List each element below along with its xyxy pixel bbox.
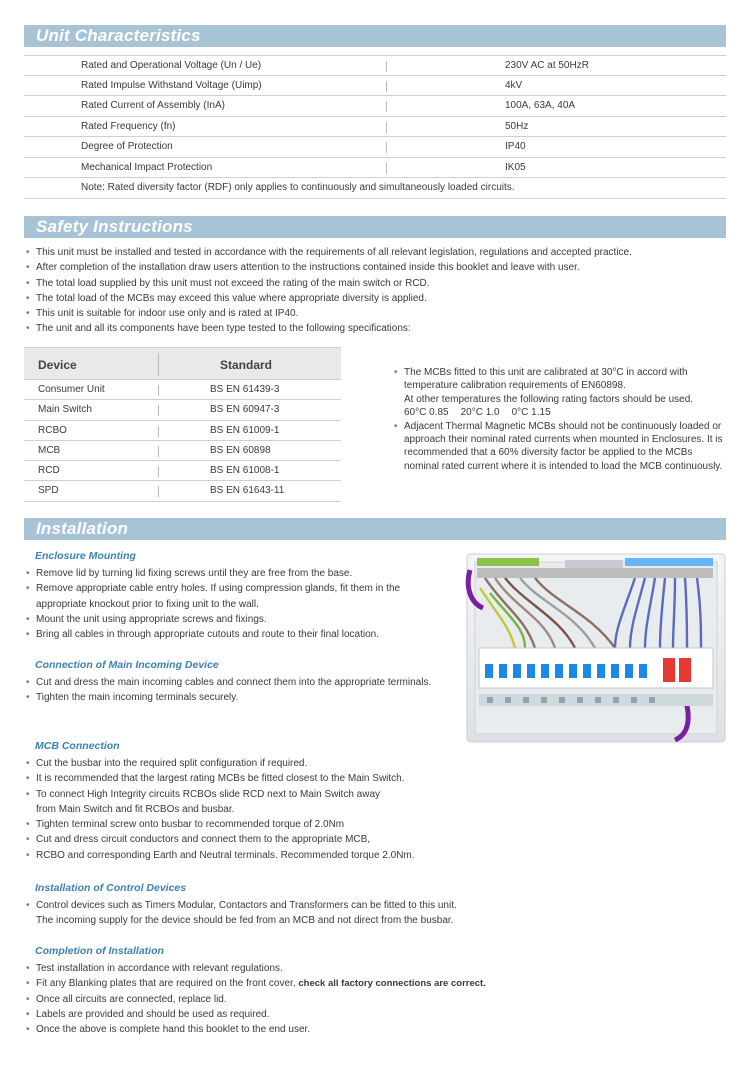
char-label: Rated Impulse Withstand Voltage (Uimp) [81,79,262,91]
device-cell: RCBO [38,424,67,436]
column-divider [158,466,159,477]
list-item: • Bring all cables in through appropriate cutouts and route to their final location. [24,627,444,642]
consumer-unit-illustration [465,548,727,744]
device-cell: RCD [38,465,60,477]
safety-instructions-heading: Safety Instructions [24,216,726,238]
table-row [24,400,341,420]
enclosure-mounting-heading: Enclosure Mounting [35,550,136,562]
char-value: 230V AC at 50HzR [505,60,589,71]
list-item: • To connect High Integrity circuits RCBOs slide RCD next to Main Switch away [24,787,724,802]
completion-list [24,961,724,1037]
table-row [24,76,726,97]
table-row [24,117,726,138]
main-incoming-heading: Connection of Main Incoming Device [35,659,219,671]
list-item: • Mount the unit using appropriate screws and fixings. [24,612,444,627]
blanking-plates-text: Fit any Blanking plates that are required on the front cover, [36,978,296,990]
list-item: • The total load of the MCBs may exceed this value where appropriate diversity is applied. [24,291,730,306]
column-divider [386,163,387,174]
column-divider [158,353,159,376]
list-item: • It is recommended that the largest rating MCBs be fitted closest to the Main Switch. [24,771,724,786]
table-header [24,347,341,380]
rdf-note: Note: Rated diversity factor (RDF) only applies to continuously and simultaneously loaded circuits. [24,178,726,199]
installation-heading: Installation [24,518,726,540]
standard-cell: BS EN 60947-3 [210,404,280,416]
list-item: • This unit is suitable for indoor use only and is rated at IP40. [24,306,730,321]
standard-cell: BS EN 61009-1 [210,424,280,436]
list-item: • RCBO and corresponding Earth and Neutral terminals. Recommended torque 2.0Nm. [24,848,724,863]
mcb-calibration-notes [392,366,728,473]
table-row [24,158,726,179]
list-item: • Control devices such as Timers Modular, Contactors and Transformers can be fitted to this unit. [24,898,724,913]
list-item: • Tighten terminal screw onto busbar to recommended torque of 2.0Nm [24,817,724,832]
list-item: • Cut and dress circuit conductors and connect them to the appropriate MCB, [24,832,724,847]
char-label: Degree of Protection [81,141,173,152]
column-divider [386,142,387,153]
device-column-header: Device [38,358,77,372]
device-cell: Consumer Unit [38,384,105,395]
table-row [24,441,341,461]
control-devices-heading: Installation of Control Devices [35,882,187,894]
column-divider [158,446,159,457]
rating-factor-0: 0°C 1.15 [511,407,551,419]
column-divider [158,486,159,497]
table-row [24,461,341,481]
consumer-unit-image [465,548,727,744]
char-label: Rated and Operational Voltage (Un / Ue) [81,60,262,71]
list-item: from Main Switch and fit RCBOs and busbar. [36,803,235,815]
list-item: • Remove lid by turning lid fixing screws until they are free from the base. [24,566,444,581]
list-item: • Labels are provided and should be used as required. [24,1007,724,1022]
char-value: 100A, 63A, 40A [505,100,576,111]
completion-heading: Completion of Installation [35,945,164,957]
list-item: • Once all circuits are connected, replace lid. [24,992,724,1007]
factory-connections-check: check all factory connections are correct. [298,978,486,990]
list-item: • Tighten the main incoming terminals securely. [24,690,444,705]
column-divider [386,61,387,72]
list-item: • The unit and all its components have been type tested to the following specifications: [24,321,730,336]
main-incoming-list [24,675,444,706]
char-value: IK05 [505,161,526,173]
list-item: • This unit must be installed and tested in accordance with the requirements of all relevant legislation, regulations and accepted practice. [24,245,730,260]
safety-list [24,245,730,337]
table-row [24,55,726,76]
char-label: Mechanical Impact Protection [81,161,213,173]
device-cell: SPD [38,485,59,497]
standard-cell: BS EN 61008-1 [210,465,280,477]
list-item: • Test installation in accordance with relevant regulations. [24,961,724,976]
column-divider [158,405,159,416]
table-row [24,137,726,158]
rating-factor-note: At other temperatures the following rating factors should be used. [404,393,694,405]
standard-cell: BS EN 61439-3 [210,384,280,395]
list-item: The incoming supply for the device should be fed from an MCB and not direct from the busbar. [36,915,454,927]
table-row [24,96,726,117]
control-devices-list [24,898,724,929]
char-value: 4kV [505,79,523,91]
char-label: Rated Current of Assembly (InA) [81,100,225,111]
list-item [24,976,724,991]
column-divider [158,426,159,437]
device-cell: MCB [38,444,61,456]
char-label: Rated Frequency (fn) [81,120,176,132]
device-cell: Main Switch [38,404,92,416]
rating-factor-60: 60°C 0.85 [404,407,449,419]
unit-characteristics-heading: Unit Characteristics [24,25,726,47]
list-item: • The total load supplied by this unit must not exceed the rating of the main switch or RCD. [24,276,730,291]
char-value: 50Hz [505,120,529,132]
standard-column-header: Standard [220,358,273,372]
column-divider [386,101,387,112]
column-divider [386,81,387,92]
list-item: • Cut and dress the main incoming cables and connect them into the appropriate terminals. [24,675,444,690]
list-item: • Once the above is complete hand this booklet to the end user. [24,1022,724,1037]
enclosure-mounting-list [24,566,444,642]
list-item [392,366,728,420]
list-item: • Remove appropriate cable entry holes. If using compression glands, fit them in the appropriate knockout prior to fixing unit to the wall. [24,581,444,612]
table-row [24,380,341,400]
rating-factor-20: 20°C 1.0 [460,407,500,419]
list-item: • After completion of the installation draw users attention to the instructions contained inside this booklet and leave with user. [24,260,730,275]
mcb-connection-heading: MCB Connection [35,740,120,752]
char-value: IP40 [505,141,526,152]
table-row [24,421,341,441]
column-divider [386,122,387,133]
standard-cell: BS EN 61643-11 [210,485,285,497]
rating-factors [404,407,563,418]
unit-characteristics-table [24,55,726,199]
list-item: • Cut the busbar into the required split configuration if required. [24,756,724,771]
standards-table [24,347,341,502]
column-divider [158,385,159,396]
list-item: • Adjacent Thermal Magnetic MCBs should not be continuously loaded or approach their nominal rated currents when mounted in Enclosures. It is recommended that a 60% diversity factor be applied to the MCBs nominal rated current where it is intended to load the MCB continuously. [392,420,728,474]
standard-cell: BS EN 60898 [210,444,271,456]
table-row [24,481,341,501]
calibration-note: The MCBs fitted to this unit are calibrated at 30°C in accord with temperature calibration requirements of EN60898. [404,367,688,392]
mcb-connection-list [24,756,724,863]
